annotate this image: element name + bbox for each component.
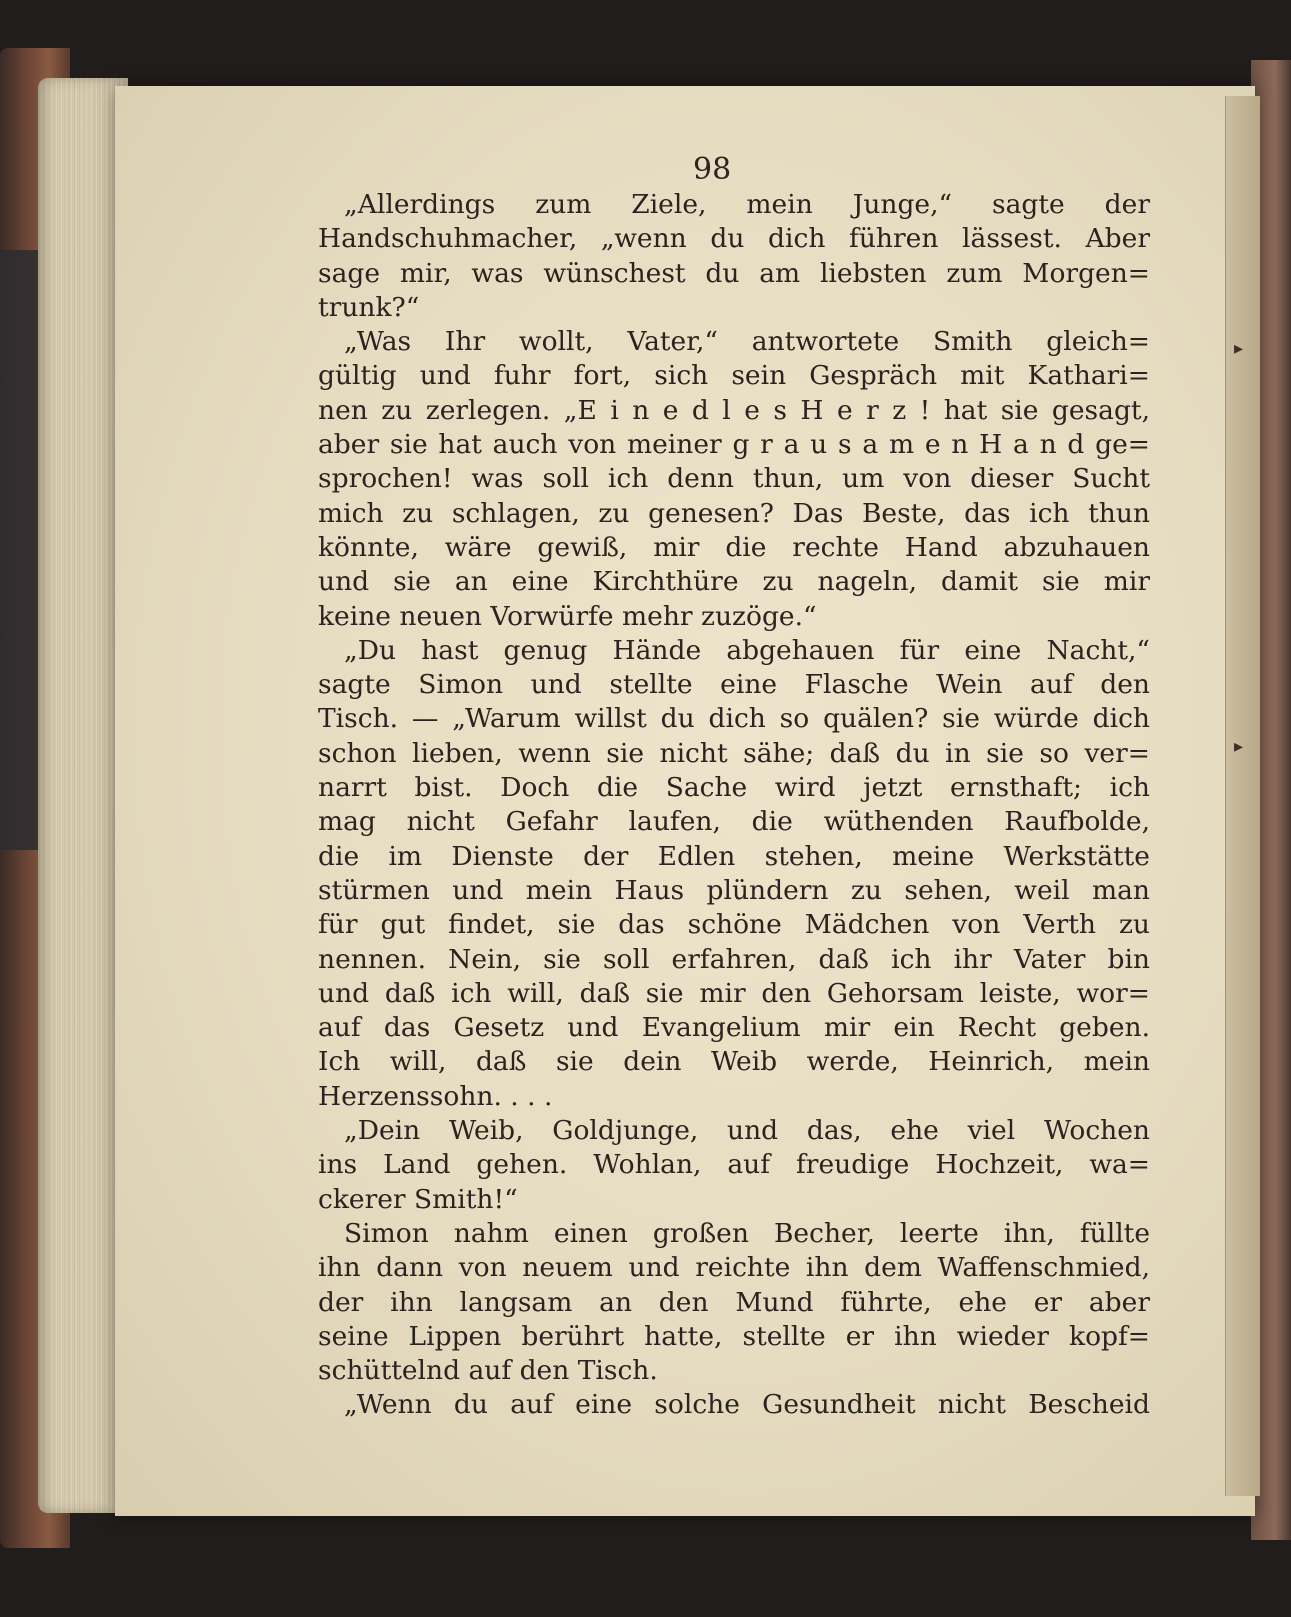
text-line: narrt bist. Doch die Sache wird jetzt ernsthaft; ich bbox=[318, 772, 1150, 804]
text-line: „Du hast genug Hände abgehauen für eine Nacht,“ bbox=[344, 634, 1150, 666]
text-line: die im Dienste der Edlen stehen, meine Werkstätte bbox=[318, 840, 1150, 872]
text-line: Simon nahm einen großen Becher, leerte ihn, füllte bbox=[344, 1217, 1150, 1249]
text-line: keine neuen Vorwürfe mehr zuzöge.“ bbox=[318, 600, 817, 632]
text-line: schon lieben, wenn sie nicht sähe; daß du in sie so ver= bbox=[318, 737, 1150, 769]
text-line: schüttelnd auf den Tisch. bbox=[318, 1355, 658, 1387]
text-line: der ihn langsam an den Mund führte, ehe er aber bbox=[318, 1286, 1150, 1318]
facing-page-edge bbox=[1225, 96, 1260, 1496]
text-line: nennen. Nein, sie soll erfahren, daß ich ihr Vater bin bbox=[318, 943, 1150, 975]
body-text bbox=[318, 188, 1150, 1423]
text-line: sprochen! was soll ich denn thun, um von dieser Sucht bbox=[318, 463, 1150, 495]
text-line: nen zu zerlegen. „E i n e d l e s H e r z ! hat sie gesagt, bbox=[318, 394, 1150, 426]
page-number: 98 bbox=[693, 152, 732, 187]
text-line: und daß ich will, daß sie mir den Gehorsam leiste, wor= bbox=[318, 977, 1150, 1009]
text-line: für gut findet, sie das schöne Mädchen von Verth zu bbox=[318, 909, 1150, 941]
text-line: ins Land gehen. Wohlan, auf freudige Hochzeit, wa= bbox=[318, 1149, 1150, 1181]
text-line: trunk?“ bbox=[318, 291, 420, 323]
text-line: gültig und fuhr fort, sich sein Gespräch mit Kathari= bbox=[318, 360, 1150, 392]
text-line: und sie an eine Kirchthüre zu nageln, damit sie mir bbox=[318, 566, 1150, 598]
text-line: Ich will, daß sie dein Weib werde, Heinrich, mein bbox=[318, 1046, 1150, 1078]
text-line: auf das Gesetz und Evangelium mir ein Recht geben. bbox=[318, 1012, 1150, 1044]
text-line: sage mir, was wünschest du am liebsten zum Morgen= bbox=[318, 257, 1150, 289]
text-line: mag nicht Gefahr laufen, die wüthenden Raufbolde, bbox=[318, 806, 1150, 838]
text-line: „Was Ihr wollt, Vater,“ antwortete Smith gleich= bbox=[344, 326, 1150, 358]
text-line: stürmen und mein Haus plündern zu sehen, weil man bbox=[318, 874, 1150, 906]
text-line: seine Lippen berührt hatte, stellte er ihn wieder kopf= bbox=[318, 1320, 1150, 1352]
text-line: „Allerdings zum Ziele, mein Junge,“ sagte der bbox=[344, 189, 1150, 220]
text-line: Tisch. — „Warum willst du dich so quälen? sie würde dich bbox=[318, 703, 1150, 735]
text-line: sagte Simon und stellte eine Flasche Wein auf den bbox=[318, 669, 1150, 701]
text-line: mich zu schlagen, zu genesen? Das Beste, das ich thun bbox=[318, 497, 1150, 529]
margin-mark: ▸ bbox=[1234, 338, 1244, 359]
book-cover-shadow bbox=[0, 250, 40, 850]
text-line: könnte, wäre gewiß, mir die rechte Hand abzuhauen bbox=[318, 531, 1150, 563]
margin-mark: ▸ bbox=[1234, 736, 1244, 757]
text-line: ckerer Smith!“ bbox=[318, 1183, 518, 1215]
text-line: „Dein Weib, Goldjunge, und das, ehe viel Wochen bbox=[344, 1115, 1150, 1147]
text-line: ihn dann von neuem und reichte ihn dem Waffenschmied, bbox=[318, 1252, 1150, 1284]
text-line: Herzenssohn. . . . bbox=[318, 1080, 553, 1112]
text-line: „Wenn du auf eine solche Gesundheit nicht Bescheid bbox=[344, 1389, 1150, 1421]
text-line: Handschuhmacher, „wenn du dich führen lässest. Aber bbox=[318, 223, 1150, 255]
text-line: aber sie hat auch von meiner g r a u s a m e n H a n d ge= bbox=[318, 429, 1150, 461]
